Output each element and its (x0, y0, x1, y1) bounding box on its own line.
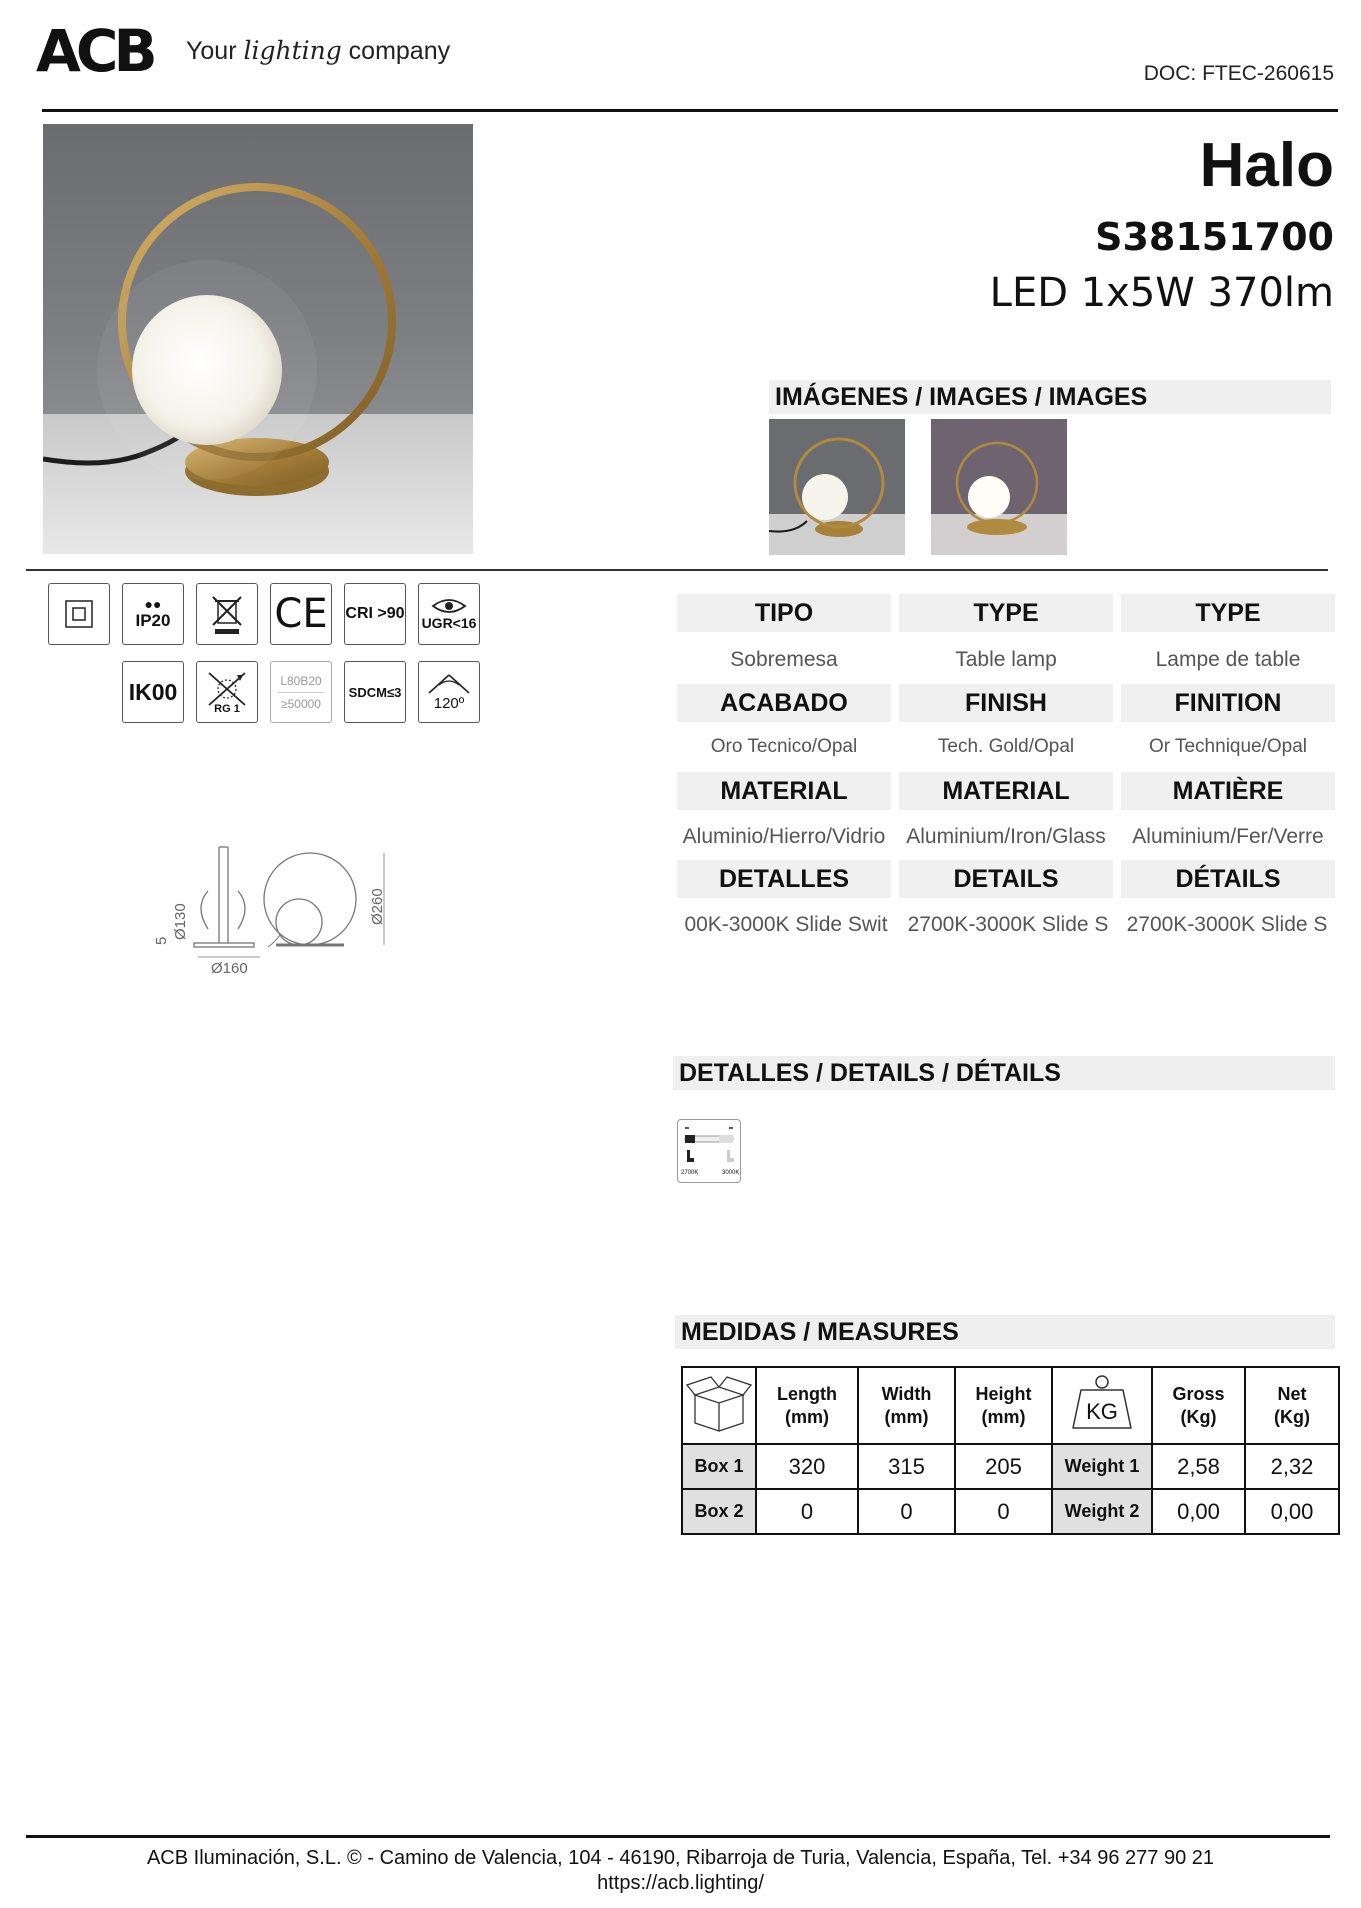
spec-header-material-es: MATERIAL (677, 772, 891, 810)
section-divider (26, 569, 1328, 571)
product-power: LED 1x5W 370lm (989, 270, 1334, 316)
length-header (756, 1367, 858, 1444)
spec-header-tipo: TIPO (677, 594, 891, 632)
net-header-unit: (Kg) (1274, 1406, 1310, 1427)
rg-label: RG 1 (214, 703, 240, 715)
cri-label: CRI >90 (345, 605, 405, 622)
dim-side-height: 5 (153, 936, 170, 945)
weee-bin-icon (196, 583, 258, 645)
spec-header-finish: FINISH (899, 684, 1113, 722)
gross-header-unit: (Kg) (1180, 1406, 1217, 1427)
measures-section-title: MEDIDAS / MEASURES (675, 1315, 1335, 1349)
spec-header-matiere: MATIÈRE (1121, 772, 1335, 810)
angle-label: 120º (433, 694, 465, 712)
spec-header-material-en: MATERIAL (899, 772, 1113, 810)
net-header-label: Net (1277, 1383, 1307, 1404)
spec-header-details: DETAILS (899, 860, 1113, 898)
spec-header-finition: FINITION (1121, 684, 1335, 722)
length-value: 320 (756, 1444, 858, 1489)
tagline-script: lighting (243, 36, 342, 65)
ce-mark-icon: CE (270, 583, 332, 645)
weight-label: Weight 1 (1052, 1444, 1152, 1489)
weight-kg-icon (1067, 1372, 1137, 1434)
header-divider (42, 109, 1338, 112)
gross-value: 0,00 (1152, 1489, 1245, 1534)
class-ii-icon (48, 583, 110, 645)
spec-value-finish: Tech. Gold/Opal (937, 736, 1075, 757)
spec-value-tipo: Sobremesa (730, 648, 838, 671)
height-value: 205 (955, 1444, 1052, 1489)
dim-sphere: Ø130 (172, 903, 189, 940)
spec-header-detalles: DETALLES (677, 860, 891, 898)
tagline-post: company (341, 37, 451, 65)
ip-label: IP20 (135, 611, 171, 630)
thumbnail-1[interactable] (769, 419, 905, 555)
spec-value-material-en: Aluminium/Iron/Glass (906, 825, 1106, 848)
spec-value-matiere: Aluminium/Fer/Verre (1132, 825, 1324, 848)
ik-label: IK00 (128, 678, 178, 705)
net-value: 2,32 (1245, 1444, 1339, 1489)
acb-logo: ACB (36, 17, 153, 85)
tagline-pre: Your (186, 37, 244, 65)
tagline (186, 36, 450, 66)
spec-header-details-fr: DÉTAILS (1121, 860, 1335, 898)
gross-header (1152, 1367, 1245, 1444)
gross-value: 2,58 (1152, 1444, 1245, 1489)
ik-icon (122, 661, 184, 723)
table-row (682, 1489, 1339, 1534)
ugr-label: UGR<16 (421, 615, 477, 631)
risk-group-icon (196, 661, 258, 723)
width-value: 315 (858, 1444, 955, 1489)
height-header-label: Height (975, 1383, 1032, 1404)
kg-icon-cell (1052, 1367, 1152, 1444)
table-row (682, 1444, 1339, 1489)
ugr-eye-icon (418, 583, 480, 645)
length-header-unit: (mm) (785, 1406, 829, 1427)
gross-header-label: Gross (1172, 1383, 1225, 1404)
height-value: 0 (955, 1489, 1052, 1534)
spec-header-acabado: ACABADO (677, 684, 891, 722)
spec-header-type-en: TYPE (899, 594, 1113, 632)
cri-icon (344, 583, 406, 645)
box-icon-cell (682, 1367, 756, 1444)
details-section-title: DETALLES / DETAILS / DÉTAILS (673, 1056, 1335, 1090)
measures-table (681, 1366, 1340, 1535)
doc-code: DOC: FTEC-260615 (1143, 62, 1334, 85)
lifetime-bottom: ≥50000 (281, 696, 321, 711)
dim-base: Ø160 (211, 960, 248, 977)
slide-switch-detail-icon (677, 1119, 741, 1183)
footer-address: ACB Iluminación, S.L. © - Camino de Valencia, 104 - 46190, Ribarroja de Turia, Valencia, España, Tel. +34 96 277 90 21 (146, 1847, 1215, 1869)
length-header-label: Length (777, 1383, 837, 1404)
box-icon (685, 1373, 753, 1433)
spec-value-detalles: 00K-3000K Slide Swit (684, 913, 888, 936)
net-header (1245, 1367, 1339, 1444)
lifetime-icon (270, 661, 332, 723)
beam-angle-icon (418, 661, 480, 723)
images-section-title: IMÁGENES / IMAGES / IMAGES (769, 380, 1331, 414)
spec-value-type-fr: Lampe de table (1155, 648, 1301, 671)
lifetime-top: L80B20 (280, 673, 322, 688)
product-reference: S38151700 (1095, 215, 1334, 259)
spec-value-material-es: Aluminio/Hierro/Vidrio (682, 825, 886, 848)
width-value: 0 (858, 1489, 955, 1534)
weight-label: Weight 2 (1052, 1489, 1152, 1534)
height-header-unit: (mm) (981, 1406, 1026, 1427)
spec-header-type-fr: TYPE (1121, 594, 1335, 632)
technical-drawing (168, 835, 398, 985)
ip20-icon: ●● IP20 (122, 583, 184, 645)
height-header (955, 1367, 1052, 1444)
spec-value-type-en: Table lamp (955, 648, 1057, 671)
dim-ring: Ø260 (369, 888, 386, 925)
width-header-unit: (mm) (884, 1406, 929, 1427)
width-header (858, 1367, 955, 1444)
product-name: Halo (1199, 131, 1334, 200)
kg-label: KG (1086, 1399, 1118, 1424)
spec-value-finition: Or Technique/Opal (1148, 736, 1308, 757)
sdcm-icon (344, 661, 406, 723)
product-photo (43, 124, 473, 554)
sdcm-label: SDCM≤3 (348, 684, 402, 700)
slider-right-label: 3000K (722, 1170, 740, 1176)
footer-divider (26, 1835, 1330, 1838)
footer-website[interactable]: https://acb.lighting/ (597, 1872, 764, 1894)
spec-value-details: 2700K-3000K Slide S (907, 913, 1109, 936)
net-value: 0,00 (1245, 1489, 1339, 1534)
length-value: 0 (756, 1489, 858, 1534)
slider-left-label: 2700K (681, 1170, 699, 1176)
width-header-label: Width (881, 1383, 932, 1404)
spec-value-acabado: Oro Tecnico/Opal (710, 736, 858, 757)
spec-value-details-fr: 2700K-3000K Slide S (1126, 913, 1328, 936)
thumbnail-2[interactable] (931, 419, 1067, 555)
box-label: Box 1 (682, 1444, 756, 1489)
box-label: Box 2 (682, 1489, 756, 1534)
